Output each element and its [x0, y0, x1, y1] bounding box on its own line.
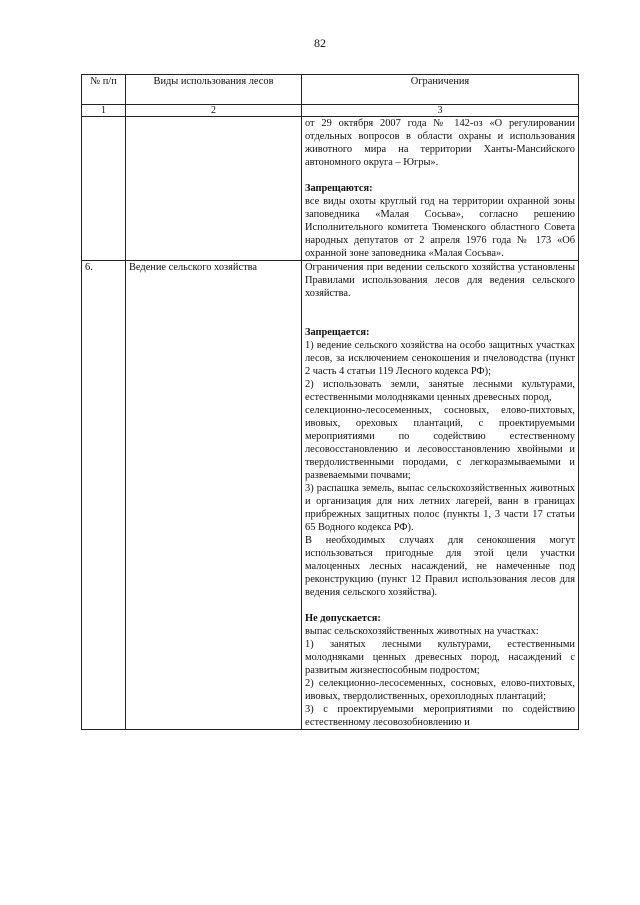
restriction-note: В необходимых случаях для сенокошения могут использоваться пригодные для этой цели участки малоценных лесных насаждений, не намеченные под реконструкцию (пункт 12 Правил использования лесов для ведения сельского хозяйства). [305, 535, 575, 598]
table-row-6 [82, 261, 579, 730]
header-kind: Виды использования лесов [126, 75, 302, 105]
header-restrictions: Ограничения [302, 75, 579, 105]
prohibited-heading: Запрещаются: [305, 183, 373, 194]
restriction-item: 1) ведение сельского хозяйства на особо защитных участках лесов, за исключением сенокошения и пчеловодства (пункт 2 часть 4 статьи 119 Лесного кодекса РФ); [305, 340, 575, 377]
cell-kind-empty [126, 117, 302, 261]
restriction-text: от 29 октября 2007 года № 142-оз «О регулировании отдельных вопросов в области охраны и использования животного мира на территории Ханты-Мансийского автономного округа – Югры». [305, 118, 575, 168]
cell-num-empty [82, 117, 126, 261]
grazing-item: 1) занятых лесными культурами, естественными молодняками ценных древесных пород, насаждений с развитым жизнеспособным подростом; [305, 639, 575, 676]
column-number-row [82, 105, 579, 117]
row-number: 6. [82, 261, 126, 730]
column-number-1: 1 [82, 105, 126, 117]
cell-restrictions-continued [302, 117, 579, 261]
forest-use-table [81, 74, 579, 730]
grazing-item: 3) с проектируемыми мероприятиями по содействию естественному лесовозобновлению и [305, 704, 575, 728]
restriction-text: все виды охоты круглый год на территории охранной зоны заповедника «Малая Сосьва», согласно решению Исполнительного комитета Тюменского областного Совета народных депутатов от 2 апреля 1976 года № 173 «Об охранной зоне заповедника «Малая Сосьва». [305, 196, 575, 259]
table-header-row [82, 75, 579, 105]
not-allowed-heading: Не допускается: [305, 613, 381, 624]
grazing-item: 2) селекционно-лесосеменных, сосновых, елово-пихтовых, ивовых, твердолиственных, орехоплодных плантаций; [305, 678, 575, 702]
grazing-intro: выпас сельскохозяйственных животных на участках: [305, 626, 539, 637]
restriction-item: 2) использовать земли, занятые лесными культурами, естественными молодняками ценных древесных пород, [305, 379, 575, 403]
prohibited-heading: Запрещается: [305, 327, 370, 338]
column-number-3: 3 [302, 105, 579, 117]
column-number-2: 2 [126, 105, 302, 117]
page-number: 82 [314, 36, 326, 50]
cell-restrictions [302, 261, 579, 730]
forest-use-kind: Ведение сельского хозяйства [126, 261, 302, 730]
header-num: № п/п [82, 75, 126, 105]
table-row-continued [82, 117, 579, 261]
restriction-item: селекционно-лесосеменных, сосновых, елово-пихтовых, ивовых, ореховых плантаций, с проектируемыми мероприятиями по содействию естественному лесовосстановлению и лесовосстановлению хвойными и твердолиственными породами, с легкоразмываемыми и развеваемыми почвами; [305, 405, 575, 481]
restriction-item: 3) распашка земель, выпас сельскохозяйственных животных и организация для них летних лагерей, ванн в границах прибрежных защитных полос (пункты 1, 3 части 17 статьи 65 Водного кодекса РФ). [305, 483, 575, 533]
restriction-intro: Ограничения при ведении сельского хозяйства установлены Правилами использования лесов для ведения сельского хозяйства. [305, 262, 575, 299]
